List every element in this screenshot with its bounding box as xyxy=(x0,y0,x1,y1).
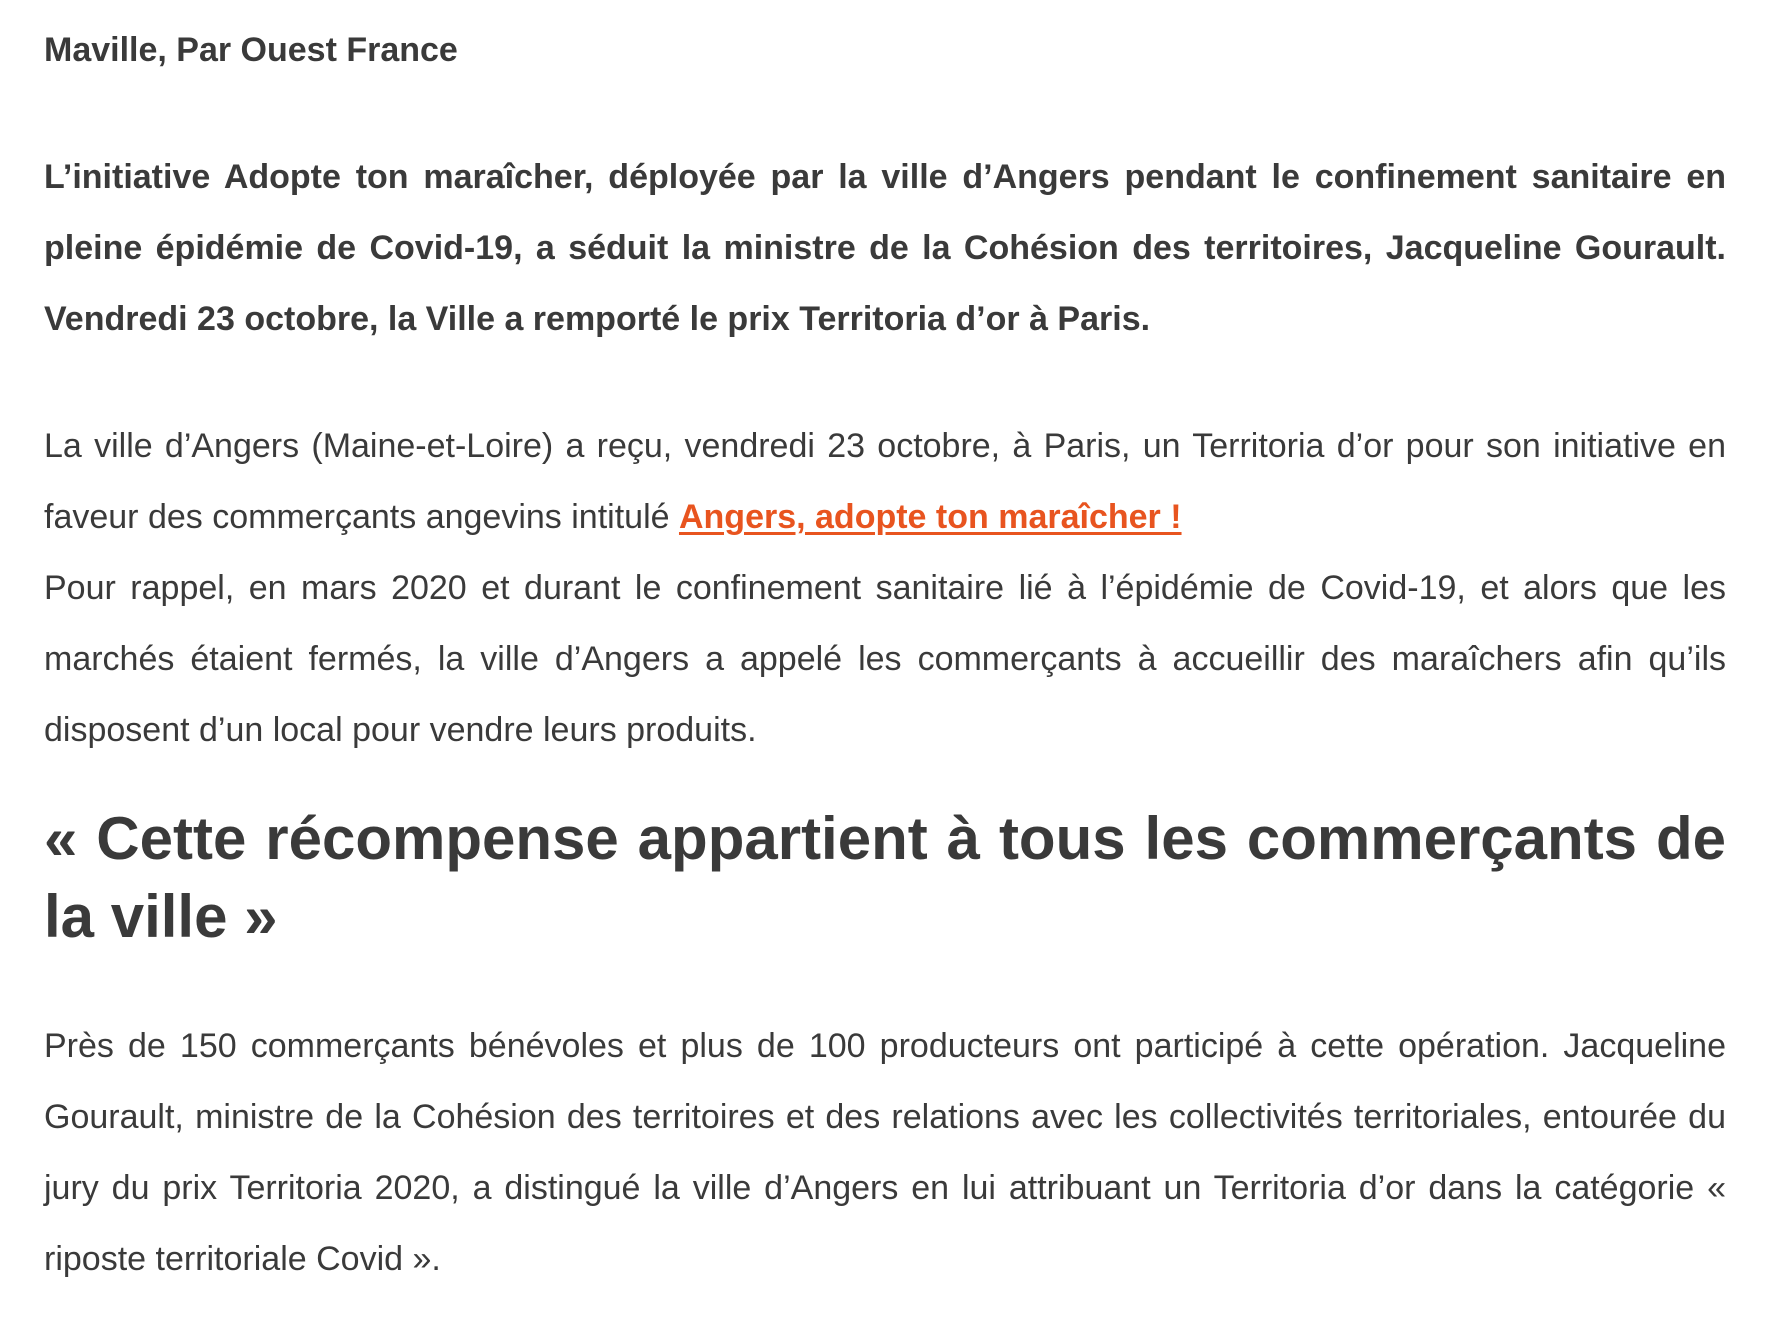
paragraph-details: Près de 150 commerçants bénévoles et plus de 100 producteurs ont participé à cette opération. Jacqueline Gourault, ministre de la Cohésion des territoires et des relations avec les collectivités territoriales, entourée du jury du prix Territoria 2020, a distingué la ville d’Angers en lui attribuant un Territoria d’or dans la catégorie « riposte territoriale Covid ». xyxy=(44,1027,1726,1278)
paragraph-intro-text: La ville d’Angers (Maine-et-Loire) a reçu, vendredi 23 octobre, à Paris, un Territoria d’or pour son initiative en faveur des commerçants angevins intitulé xyxy=(44,427,1726,536)
paragraph-intro-first xyxy=(44,411,1726,553)
paragraph-intro xyxy=(44,411,1726,766)
article-lead: L’initiative Adopte ton maraîcher, déployée par la ville d’Angers pendant le confinement sanitaire en pleine épidémie de Covid-19, a séduit la ministre de la Cohésion des territoires, Jacqueline Gourault. Vendredi 23 octobre, la Ville a remporté le prix Territoria d’or à Paris. xyxy=(44,158,1726,338)
paragraph-intro-rappel: Pour rappel, en mars 2020 et durant le confinement sanitaire lié à l’épidémie de Covid-19, et alors que les marchés étaient fermés, la ville d’Angers a appelé les commerçants à accueillir des maraîchers afin qu’ils disposent d’un local pour vendre leurs produits. xyxy=(44,569,1726,749)
adopte-maraicher-link[interactable]: Angers, adopte ton maraîcher ! xyxy=(678,498,1182,536)
article-source: Maville, Par Ouest France xyxy=(44,31,458,69)
section-heading: « Cette récompense appartient à tous les commerçants de la ville » xyxy=(44,805,1726,950)
